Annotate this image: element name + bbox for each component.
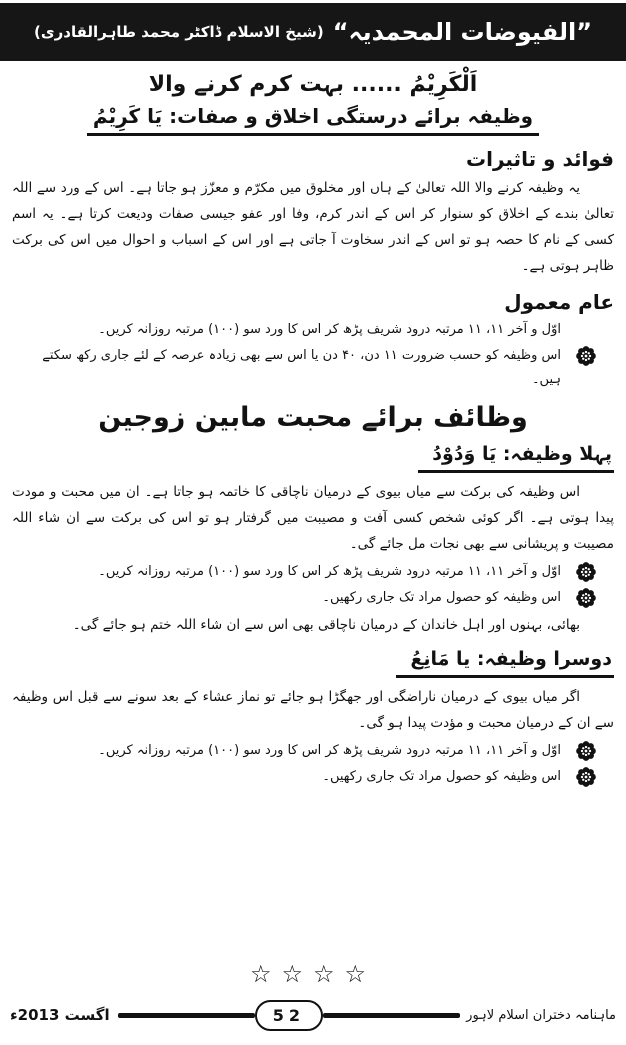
wazifa2-paragraph: اگر میاں بیوی کے درمیان ناراضگی اور جھگڑا ہو جائے تو نماز عشاء کے بعد سونے سے قبل اس وظیفہ سے ان کے درمیان محبت و مؤدت پیدا ہو گی۔ — [12, 689, 614, 731]
list-item — [12, 586, 596, 610]
wazifa1-heading: پہلا وظیفہ: یَا وَدُوْدُ — [418, 443, 614, 473]
footer — [10, 995, 616, 1035]
list-item — [12, 739, 596, 763]
rosette-icon — [576, 588, 596, 608]
list-item — [12, 560, 596, 584]
section-heading-benefits: فوائد و تاثیرات — [466, 147, 614, 171]
list-item-text: اس وظیفہ کو حصول مراد تک جاری رکھیں۔ — [322, 590, 561, 605]
wazifa2-list — [8, 739, 618, 789]
section-heading-routine: عام معمول — [504, 290, 614, 314]
list-item-text: اوّل و آخر ۱۱، ۱۱ مرتبہ درود شریف پڑھ کر اس کا ورد سو (۱۰۰) مرتبہ روزانہ کریں۔ — [98, 743, 561, 758]
page-content — [8, 61, 618, 957]
wazifa2-heading: دوسرا وظیفہ: یا مَانِعُ — [396, 648, 614, 678]
list-item — [12, 765, 596, 789]
divine-name-line: اَلْکَرِیْمُ ...... بہت کرم کرنے والا — [148, 72, 478, 97]
footer-magazine-name: ماہنامہ دختران اسلام لاہور — [466, 1007, 616, 1023]
header-bar — [0, 3, 626, 61]
main-heading-spouses: وظائف برائے محبت مابین زوجین — [98, 402, 528, 433]
wazifa1-list — [8, 560, 618, 610]
wazifa-purpose-title: وظیفہ برائے درستگی اخلاق و صفات: یَا کَرِیْمُ — [87, 104, 539, 136]
footer-date: اگست 2013ء — [10, 1006, 110, 1024]
rosette-icon — [576, 346, 596, 366]
page-number-badge: 52 — [255, 1000, 323, 1031]
stars-divider: ☆☆☆☆ — [249, 960, 377, 988]
list-item-text: اس وظیفہ کو حصول مراد تک جاری رکھیں۔ — [322, 769, 561, 784]
benefits-paragraph: یہ وظیفہ کرنے والا اللہ تعالیٰ کے ہاں اور مخلوق میں مکرّم و معزّز ہو جاتا ہے۔ اس کے ورد سے اللہ تعالیٰ بندے کے اخلاق کو سنوار کر اس کے اندر کرم، وفا اور عفو جیسی صفات ودیعت کرتا ہے۔ یہ اسم کسی کے نام کا حصہ ہو تو اس کے اندر سخاوت آ جاتی ہے اور اس کے اسباب و احوال میں اس کی برکت ظاہر ہوتی ہے۔ — [12, 180, 614, 274]
footer-rule — [323, 1013, 460, 1018]
book-title: ”الفیوضات المحمدیہ“ — [332, 18, 592, 46]
footer-rule — [118, 1013, 255, 1018]
rosette-icon — [576, 562, 596, 582]
routine-list — [8, 318, 618, 392]
list-item-text: اوّل و آخر ۱۱، ۱۱ مرتبہ درود شریف پڑھ کر اس کا ورد سو (۱۰۰) مرتبہ روزانہ کریں۔ — [98, 564, 561, 579]
list-item-text: اوّل و آخر ۱۱، ۱۱ مرتبہ درود شریف پڑھ کر اس کا ورد سو (۱۰۰) مرتبہ روزانہ کریں۔ — [98, 322, 561, 337]
list-item — [12, 344, 596, 392]
rosette-icon — [576, 767, 596, 787]
author-name: (شیخ الاسلام ڈاکٹر محمد طاہرالقادری) — [34, 23, 324, 41]
note-paragraph: بھائی، بہنوں اور اہل خاندان کے درمیان ناچاقی بھی اس سے ان شاء اللہ ختم ہو جائے گی۔ — [72, 617, 580, 633]
list-item — [12, 318, 596, 342]
list-item-text: اس وظیفہ کو حسب ضرورت ۱۱ دن، ۴۰ دن یا اس سے بھی زیادہ عرصہ کے لئے جاری رکھ سکتے ہیں۔ — [42, 348, 561, 387]
wazifa1-paragraph: اس وظیفہ کی برکت سے میاں بیوی کے درمیان ناچاقی کا خاتمہ ہو جاتا ہے۔ ان میں محبت و مودت پیدا ہوتی ہے۔ اگر کوئی شخص کسی آفت و مصیبت میں گرفتار ہو تو اس کی برکت سے ان شاء اللہ مصیبت و پریشانی سے بھی نجات مل جائے گی۔ — [12, 484, 614, 552]
rosette-icon — [576, 741, 596, 761]
